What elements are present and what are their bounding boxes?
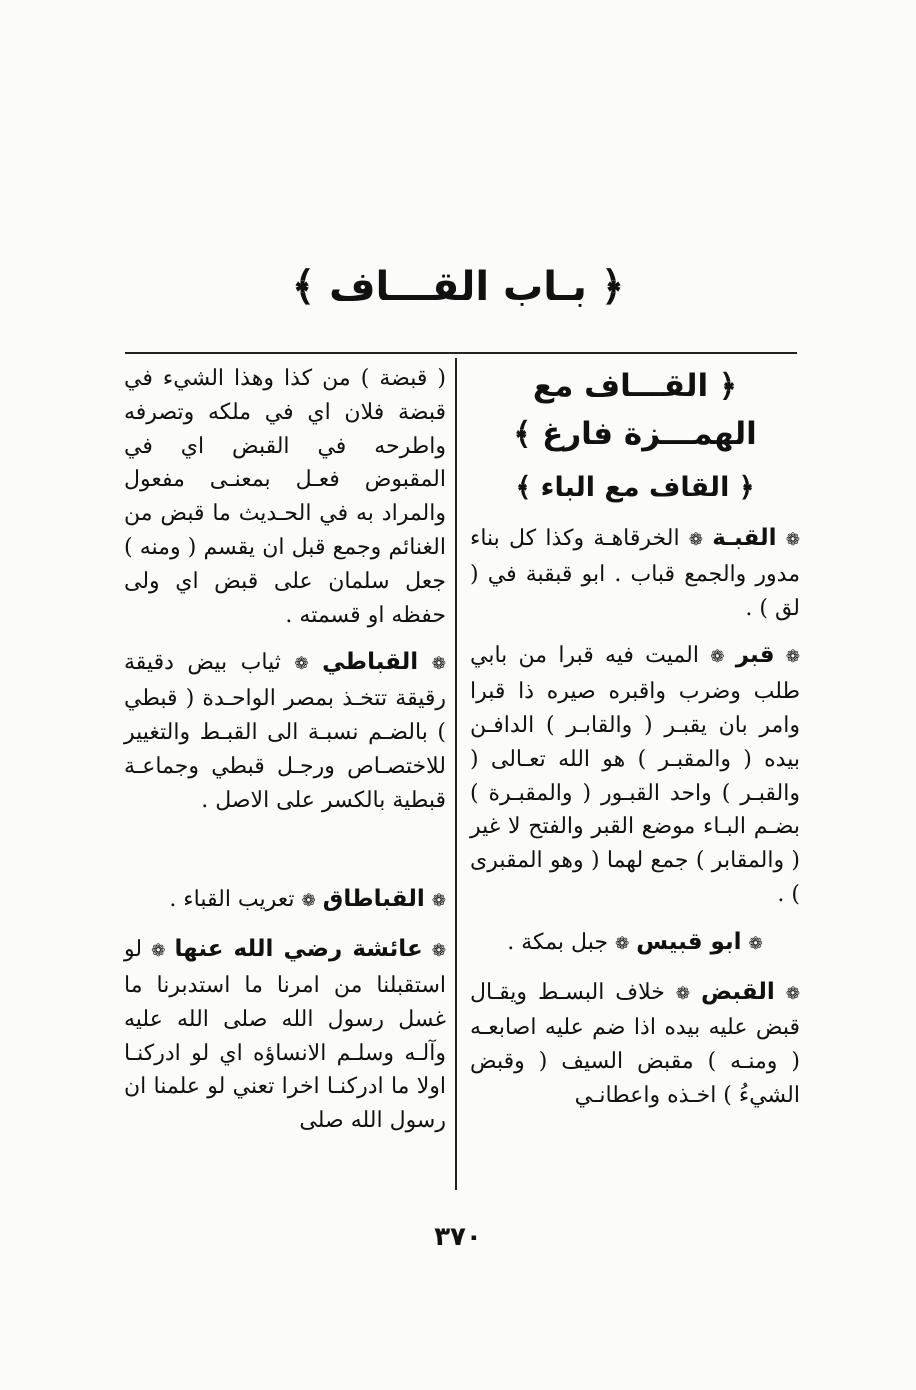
ornament-open-icon: ❁ bbox=[431, 891, 446, 912]
ornament-open-icon: ❁ bbox=[785, 530, 800, 550]
ornament-close-icon: ❁ bbox=[294, 654, 309, 675]
ornament-open-icon: ❁ bbox=[785, 983, 800, 1004]
entry-term: القبـة bbox=[712, 525, 777, 551]
entry-term: القبض bbox=[700, 978, 775, 1005]
entry-text: لو استقبلنا من امرنا ما استدبرنا ما غسل رسول الله صلى الله عليه وآلـه وسلـم الانساؤه اي لو ادركنـا اولا ما ادركنـا اخرا تعني لو علمنا ان رسول الله صلى bbox=[124, 937, 446, 1134]
ornament-open-icon: ❁ bbox=[431, 941, 447, 962]
entry-abu-qubays bbox=[470, 926, 800, 962]
ornament-close-icon: ❁ bbox=[675, 983, 691, 1004]
left-column bbox=[124, 362, 446, 1152]
entry-term: قبر bbox=[735, 642, 775, 669]
entry-continuation: ( قبضة ) من كذا وهذا الشيء في قبضة فلان اي في ملكه وتصرفه واطرحه في القبض اي في المقبوض فعـل بمعنـى مفعول والمراد به في الحـديث ما قبض من الغنائم وجمع قبل ان يقسم ( ومنه ) جعل سلمان على قبض اي ولى حفظه او قسمته . bbox=[124, 366, 446, 628]
ornament-close-icon: ❁ bbox=[151, 941, 166, 962]
entry-term: ابو قبيس bbox=[636, 928, 742, 955]
entry-text: تعريب القباء . bbox=[169, 887, 295, 913]
entry-qubba bbox=[470, 522, 800, 625]
subsection-heading: ﴿ القاف مع الباء ﴾ bbox=[515, 472, 755, 503]
ornament-close-icon: ❁ bbox=[710, 647, 725, 668]
entry-qabd bbox=[470, 976, 800, 1113]
entry-term: القباطي bbox=[322, 649, 419, 676]
entry-text: جبل بمكة . bbox=[507, 929, 608, 955]
entry-text: خلاف البسـط ويقـال قبض عليه بيده اذا ضم عليه اصابعـه ( ومنـه ) مقبض السيف ( وقبض الشيءُ ) اخـذه واعطانـي bbox=[470, 979, 800, 1108]
ornament-close-icon: ❁ bbox=[614, 933, 630, 954]
ornament-open-icon: ❁ bbox=[785, 647, 801, 668]
section-heading: ﴿ القـــاف مع الهمـــزة فارغ ﴾ bbox=[513, 368, 757, 452]
spacer bbox=[124, 831, 446, 883]
entry-term: عائشة رضي الله عنها bbox=[174, 936, 423, 963]
entry-text: الميت فيه قبرا من بابي طلب وضرب واقبره صيره ذا قبرا وامر بان يقبـر ( والقابـر ) الدافـن بيده ( والمقبـر ) هو الله تعـالى ( والقبـر ) واحد القبـور ( والمقبـرة ) بضـم البـاء موضع القبر والفتح لا غير ( والمقابر ) جمع لهما ( وهو المقبرى ) . bbox=[470, 643, 800, 907]
entry-aisha bbox=[124, 933, 446, 1138]
entry-qabr bbox=[470, 639, 800, 911]
chapter-title: ﴿ بـاب القـــاف ﴾ bbox=[291, 264, 625, 310]
right-column bbox=[470, 362, 800, 1127]
entry-text: ثياب بيض دقيقة رقيقة تتخـذ بمصر الواحـدة ( قبطي ) بالضـم نسبـة الى القبـط والتغيير للاختصـاص ورجـل قبطي وجماعـة قبطية بالكسر على الاصل . bbox=[124, 650, 446, 813]
entry-term: القباطاق bbox=[322, 886, 425, 913]
entry-qabataq bbox=[124, 883, 446, 919]
page-number: ٣٧٠ bbox=[434, 1222, 482, 1252]
entry-qabati bbox=[124, 646, 446, 817]
header-rule bbox=[125, 352, 797, 354]
entry-text: الخرقاهـة وكذا كل بناء مدور والجمع قباب . ابو قبقبة في ( لق ) . bbox=[470, 526, 800, 621]
ornament-close-icon: ❁ bbox=[301, 891, 316, 912]
ornament-open-icon: ❁ bbox=[748, 933, 763, 954]
ornament-open-icon: ❁ bbox=[431, 654, 446, 675]
ornament-close-icon: ❁ bbox=[688, 530, 704, 550]
column-divider bbox=[455, 358, 457, 1190]
